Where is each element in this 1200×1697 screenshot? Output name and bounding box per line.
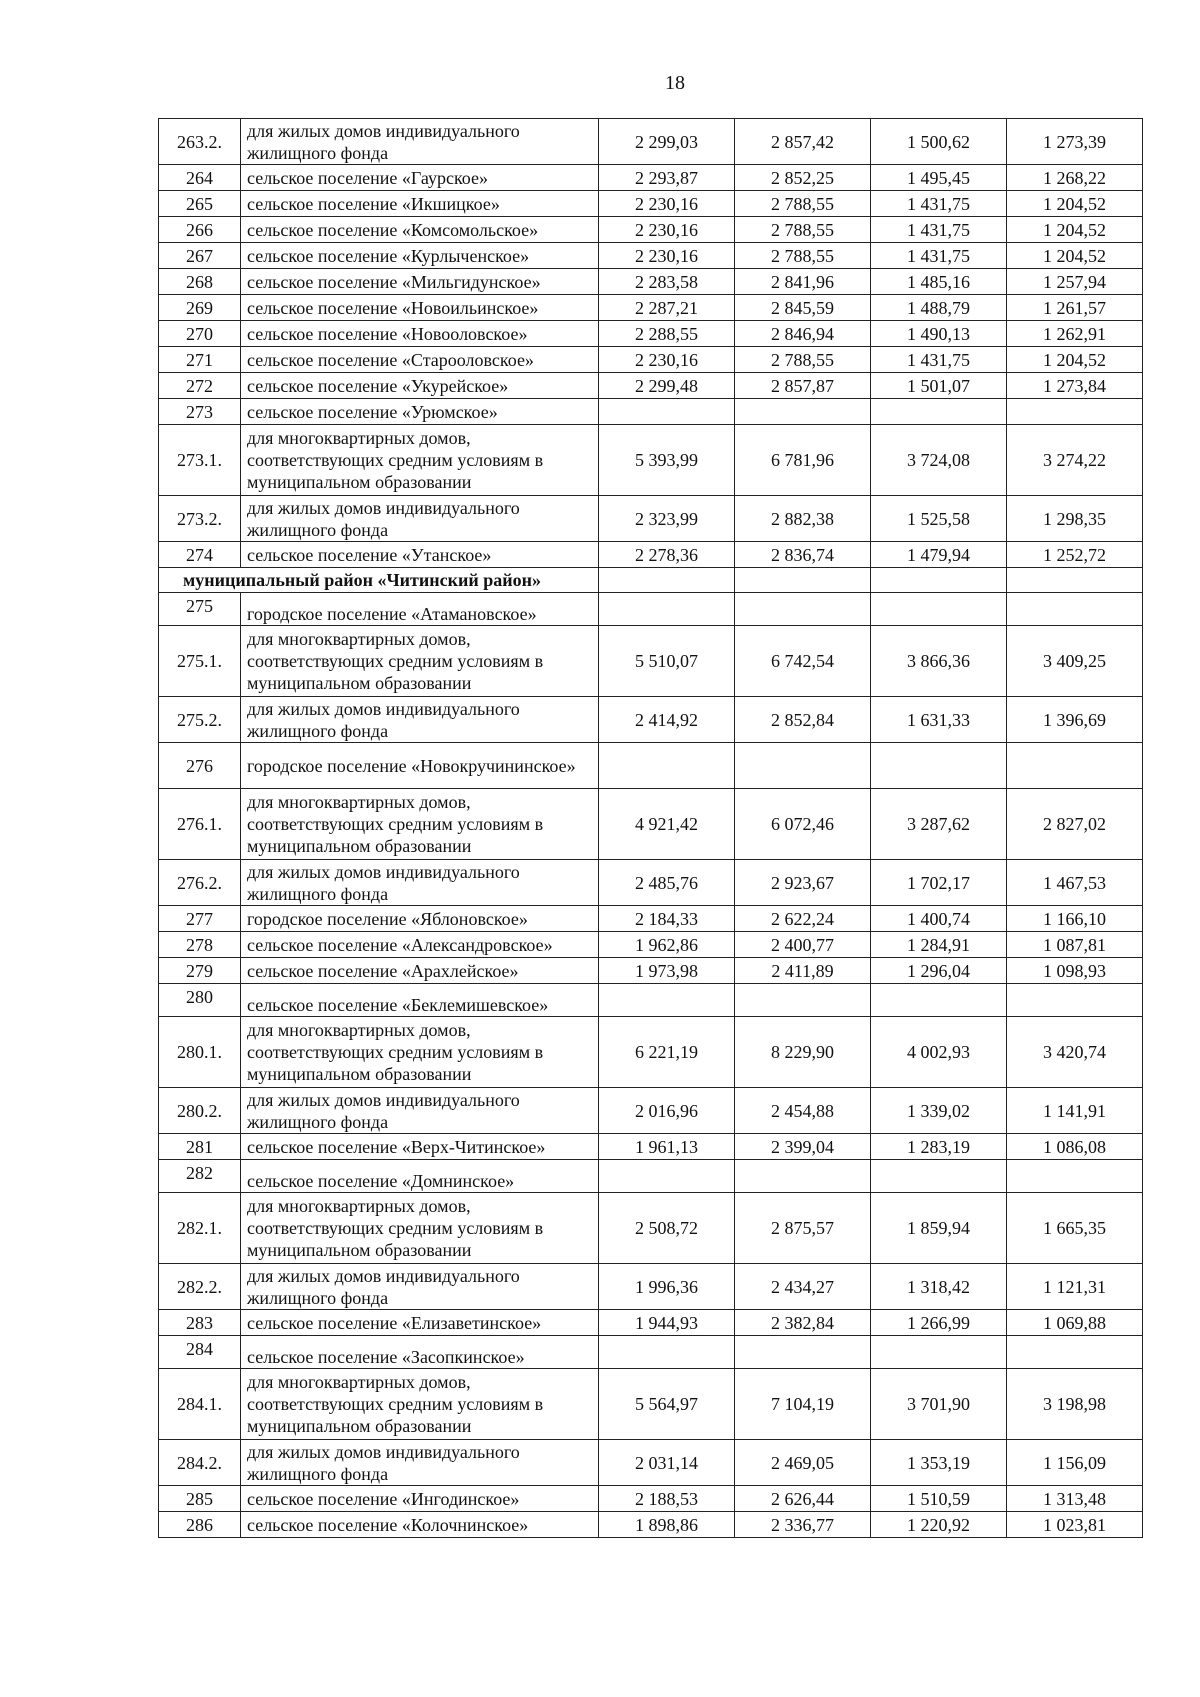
tariff-value-2: 2 788,55 [735,347,871,373]
settlement-name: сельское поселение «Комсомольское» [241,217,599,243]
tariff-value-3 [871,984,1007,1017]
row-number: 263.2. [159,119,241,165]
settlement-name: сельское поселение «Елизаветинское» [241,1310,599,1336]
table-row [159,697,1143,743]
tariff-value-4: 1 166,10 [1007,906,1143,932]
tariff-value-1: 2 288,55 [599,321,735,347]
tariff-value-1: 2 485,76 [599,860,735,906]
tariff-value-2: 8 229,90 [735,1017,871,1088]
tariff-value-3: 1 479,94 [871,542,1007,568]
tariff-value-4: 1 467,53 [1007,860,1143,906]
tariff-value-3: 1 400,74 [871,906,1007,932]
table-row [159,269,1143,295]
row-number: 269 [159,295,241,321]
tariff-value-4 [1007,399,1143,425]
tariff-value-2: 2 411,89 [735,958,871,984]
row-number: 285 [159,1486,241,1512]
table-row [159,165,1143,191]
tariff-value-3: 1 283,19 [871,1134,1007,1160]
settlement-name: сельское поселение «Укурейское» [241,373,599,399]
empty-cell [871,568,1007,593]
settlement-name: для многоквартирных домов, соответствующих средним условиям в муниципальном образовании [241,789,599,860]
tariff-value-1: 4 921,42 [599,789,735,860]
tariff-value-2: 2 626,44 [735,1486,871,1512]
settlement-name: сельское поселение «Новоильинское» [241,295,599,321]
table-row [159,191,1143,217]
settlement-name: для многоквартирных домов, соответствующих средним условиям в муниципальном образовании [241,1017,599,1088]
tariff-value-4: 1 252,72 [1007,542,1143,568]
tariff-value-4: 3 274,22 [1007,425,1143,496]
district-heading: муниципальный район «Читинский район» [159,568,599,593]
row-number: 276 [159,743,241,789]
tariff-value-2: 2 882,38 [735,496,871,542]
row-number: 274 [159,542,241,568]
tariff-value-4: 1 156,09 [1007,1440,1143,1486]
tariff-value-4: 1 204,52 [1007,347,1143,373]
tariff-value-2: 2 846,94 [735,321,871,347]
tariff-value-2 [735,984,871,1017]
tariff-value-2: 2 788,55 [735,217,871,243]
tariff-value-1: 2 278,36 [599,542,735,568]
tariff-value-3: 4 002,93 [871,1017,1007,1088]
row-number: 265 [159,191,241,217]
row-number: 284.2. [159,1440,241,1486]
table-row [159,243,1143,269]
tariff-value-2 [735,743,871,789]
tariff-value-2: 2 622,24 [735,906,871,932]
tariff-value-3: 1 525,58 [871,496,1007,542]
settlement-name: городское поселение «Новокручининское» [241,743,599,789]
row-number: 280 [159,984,241,1017]
settlement-name: сельское поселение «Утанское» [241,542,599,568]
tariff-value-1: 2 016,96 [599,1088,735,1134]
table-row [159,593,1143,626]
row-number: 284.1. [159,1369,241,1440]
tariff-value-1: 1 962,86 [599,932,735,958]
tariff-value-3 [871,593,1007,626]
tariff-value-1: 2 230,16 [599,217,735,243]
tariff-value-3: 1 510,59 [871,1486,1007,1512]
table-body-after [159,593,1143,1538]
settlement-name: сельское поселение «Мильгидунское» [241,269,599,295]
tariff-value-2: 2 852,84 [735,697,871,743]
settlement-name: сельское поселение «Гаурское» [241,165,599,191]
tariff-value-1: 1 898,86 [599,1512,735,1538]
tariff-value-3: 1 490,13 [871,321,1007,347]
row-number: 276.1. [159,789,241,860]
tariff-value-2: 2 841,96 [735,269,871,295]
tariff-value-2: 2 852,25 [735,165,871,191]
tariff-value-4: 1 273,39 [1007,119,1143,165]
settlement-name: сельское поселение «Беклемишевское» [241,984,599,1017]
tariff-value-3: 1 501,07 [871,373,1007,399]
table-row [159,1264,1143,1310]
tariff-value-2 [735,1336,871,1369]
tariff-value-1: 2 508,72 [599,1193,735,1264]
tariff-value-4: 1 121,31 [1007,1264,1143,1310]
tariff-value-4 [1007,593,1143,626]
table-row [159,1336,1143,1369]
tariff-value-2 [735,1160,871,1193]
settlement-name: сельское поселение «Колочнинское» [241,1512,599,1538]
tariff-value-1: 1 961,13 [599,1134,735,1160]
tariff-value-1: 6 221,19 [599,1017,735,1088]
table-row [159,119,1143,165]
row-number: 273.1. [159,425,241,496]
tariff-value-2: 2 788,55 [735,243,871,269]
table-row [159,399,1143,425]
row-number: 283 [159,1310,241,1336]
row-number: 281 [159,1134,241,1160]
tariff-value-4: 3 198,98 [1007,1369,1143,1440]
tariff-value-4: 3 420,74 [1007,1017,1143,1088]
tariff-value-3: 3 287,62 [871,789,1007,860]
table-row [159,1486,1143,1512]
tariff-value-3: 1 431,75 [871,243,1007,269]
settlement-name: для жилых домов индивидуального жилищного фонда [241,1440,599,1486]
table-row [159,789,1143,860]
empty-cell [735,568,871,593]
district-heading-row [159,568,1143,593]
tariff-value-4: 2 827,02 [1007,789,1143,860]
tariff-value-2: 2 923,67 [735,860,871,906]
settlement-name: для многоквартирных домов, соответствующих средним условиям в муниципальном образовании [241,626,599,697]
table-row [159,984,1143,1017]
tariff-value-4: 1 261,57 [1007,295,1143,321]
tariff-value-1: 2 287,21 [599,295,735,321]
tariff-value-1 [599,1160,735,1193]
tariff-value-4: 1 098,93 [1007,958,1143,984]
table-row [159,1088,1143,1134]
tariff-table [158,118,1143,1538]
tariff-value-1 [599,399,735,425]
row-number: 286 [159,1512,241,1538]
tariff-value-3: 1 702,17 [871,860,1007,906]
tariff-value-2: 2 875,57 [735,1193,871,1264]
tariff-value-1: 2 184,33 [599,906,735,932]
settlement-name: сельское поселение «Старооловское» [241,347,599,373]
table-row [159,1512,1143,1538]
row-number: 271 [159,347,241,373]
tariff-value-1: 2 414,92 [599,697,735,743]
row-number: 273.2. [159,496,241,542]
tariff-value-4: 1 257,94 [1007,269,1143,295]
settlement-name: для жилых домов индивидуального жилищного фонда [241,1264,599,1310]
district-section [159,568,1143,593]
tariff-value-4 [1007,1160,1143,1193]
settlement-name: сельское поселение «Икшицкое» [241,191,599,217]
tariff-value-4: 1 273,84 [1007,373,1143,399]
tariff-value-1: 5 564,97 [599,1369,735,1440]
table-row [159,1017,1143,1088]
row-number: 284 [159,1336,241,1369]
tariff-value-3: 3 866,36 [871,626,1007,697]
tariff-value-4: 1 204,52 [1007,217,1143,243]
tariff-value-4: 1 268,22 [1007,165,1143,191]
settlement-name: для жилых домов индивидуального жилищного фонда [241,496,599,542]
tariff-value-3 [871,743,1007,789]
empty-cell [1007,568,1143,593]
row-number: 275 [159,593,241,626]
tariff-value-1 [599,984,735,1017]
tariff-value-2: 2 454,88 [735,1088,871,1134]
settlement-name: для жилых домов индивидуального жилищного фонда [241,860,599,906]
table-row [159,425,1143,496]
row-number: 275.2. [159,697,241,743]
tariff-value-2: 6 742,54 [735,626,871,697]
table-row [159,542,1143,568]
table-body-before [159,119,1143,568]
tariff-value-1: 2 188,53 [599,1486,735,1512]
row-number: 268 [159,269,241,295]
tariff-value-1: 2 031,14 [599,1440,735,1486]
tariff-value-4: 1 665,35 [1007,1193,1143,1264]
tariff-value-2: 2 336,77 [735,1512,871,1538]
table-row [159,1134,1143,1160]
row-number: 280.2. [159,1088,241,1134]
row-number: 278 [159,932,241,958]
row-number: 276.2. [159,860,241,906]
tariff-value-1: 2 283,58 [599,269,735,295]
table-row [159,321,1143,347]
settlement-name: сельское поселение «Арахлейское» [241,958,599,984]
row-number: 277 [159,906,241,932]
tariff-value-3: 1 631,33 [871,697,1007,743]
settlement-name: для многоквартирных домов, соответствующих средним условиям в муниципальном образовании [241,425,599,496]
settlement-name: сельское поселение «Верх-Читинское» [241,1134,599,1160]
row-number: 267 [159,243,241,269]
tariff-value-3 [871,1336,1007,1369]
tariff-value-1 [599,593,735,626]
tariff-value-4: 1 298,35 [1007,496,1143,542]
tariff-value-1: 2 230,16 [599,191,735,217]
tariff-value-4 [1007,743,1143,789]
settlement-name: сельское поселение «Засопкинское» [241,1336,599,1369]
tariff-value-4: 1 023,81 [1007,1512,1143,1538]
tariff-value-2: 2 399,04 [735,1134,871,1160]
tariff-value-3: 1 266,99 [871,1310,1007,1336]
row-number: 264 [159,165,241,191]
row-number: 279 [159,958,241,984]
tariff-value-1: 5 510,07 [599,626,735,697]
tariff-value-1 [599,743,735,789]
tariff-value-1: 1 944,93 [599,1310,735,1336]
tariff-value-2: 2 857,87 [735,373,871,399]
tariff-value-1: 2 299,03 [599,119,735,165]
tariff-value-3: 1 296,04 [871,958,1007,984]
tariff-value-2: 2 434,27 [735,1264,871,1310]
tariff-value-1: 2 230,16 [599,243,735,269]
table-row [159,1310,1143,1336]
tariff-value-4: 1 087,81 [1007,932,1143,958]
settlement-name: для многоквартирных домов, соответствующих средним условиям в муниципальном образовании [241,1369,599,1440]
tariff-value-3: 1 485,16 [871,269,1007,295]
tariff-value-2: 2 469,05 [735,1440,871,1486]
tariff-value-2 [735,593,871,626]
settlement-name: для жилых домов индивидуального жилищного фонда [241,119,599,165]
table-row [159,373,1143,399]
row-number: 282 [159,1160,241,1193]
settlement-name: для жилых домов индивидуального жилищного фонда [241,1088,599,1134]
settlement-name: сельское поселение «Домнинское» [241,1160,599,1193]
tariff-value-4: 1 069,88 [1007,1310,1143,1336]
settlement-name: сельское поселение «Новооловское» [241,321,599,347]
table-row [159,1160,1143,1193]
tariff-value-4 [1007,1336,1143,1369]
row-number: 273 [159,399,241,425]
settlement-name: сельское поселение «Урюмское» [241,399,599,425]
tariff-value-2: 2 788,55 [735,191,871,217]
row-number: 275.1. [159,626,241,697]
tariff-value-4: 1 086,08 [1007,1134,1143,1160]
tariff-value-2: 7 104,19 [735,1369,871,1440]
row-number: 270 [159,321,241,347]
tariff-value-3: 1 220,92 [871,1512,1007,1538]
tariff-value-4 [1007,984,1143,1017]
row-number: 280.1. [159,1017,241,1088]
tariff-value-3: 1 859,94 [871,1193,1007,1264]
tariff-value-3: 3 724,08 [871,425,1007,496]
settlement-name: городское поселение «Яблоновское» [241,906,599,932]
tariff-value-4: 1 262,91 [1007,321,1143,347]
table-row [159,1440,1143,1486]
tariff-value-2: 2 857,42 [735,119,871,165]
tariff-value-1: 2 299,48 [599,373,735,399]
tariff-value-1: 1 996,36 [599,1264,735,1310]
table-row [159,496,1143,542]
table-row [159,743,1143,789]
tariff-value-2: 2 836,74 [735,542,871,568]
table-row [159,906,1143,932]
settlement-name: городское поселение «Атамановское» [241,593,599,626]
tariff-value-4: 1 396,69 [1007,697,1143,743]
tariff-value-3: 1 431,75 [871,217,1007,243]
settlement-name: для многоквартирных домов, соответствующих средним условиям в муниципальном образовании [241,1193,599,1264]
table-row [159,860,1143,906]
tariff-value-1: 2 293,87 [599,165,735,191]
tariff-value-3: 1 284,91 [871,932,1007,958]
table-row [159,1369,1143,1440]
table-row [159,932,1143,958]
tariff-value-4: 1 204,52 [1007,191,1143,217]
tariff-value-1: 2 323,99 [599,496,735,542]
tariff-value-2: 6 072,46 [735,789,871,860]
row-number: 266 [159,217,241,243]
tariff-value-2: 2 845,59 [735,295,871,321]
tariff-value-3: 1 318,42 [871,1264,1007,1310]
table-row [159,626,1143,697]
tariff-value-3: 1 488,79 [871,295,1007,321]
tariff-value-4: 3 409,25 [1007,626,1143,697]
tariff-value-2: 2 400,77 [735,932,871,958]
tariff-value-4: 1 313,48 [1007,1486,1143,1512]
table-row [159,958,1143,984]
tariff-value-3: 3 701,90 [871,1369,1007,1440]
tariff-value-2 [735,399,871,425]
tariff-value-4: 1 141,91 [1007,1088,1143,1134]
tariff-value-1: 2 230,16 [599,347,735,373]
row-number: 282.2. [159,1264,241,1310]
settlement-name: для жилых домов индивидуального жилищного фонда [241,697,599,743]
table-row [159,217,1143,243]
tariff-value-2: 6 781,96 [735,425,871,496]
tariff-value-2: 2 382,84 [735,1310,871,1336]
tariff-value-3: 1 431,75 [871,347,1007,373]
tariff-value-1: 1 973,98 [599,958,735,984]
settlement-name: сельское поселение «Александровское» [241,932,599,958]
tariff-value-3: 1 339,02 [871,1088,1007,1134]
tariff-value-1 [599,1336,735,1369]
tariff-value-3: 1 431,75 [871,191,1007,217]
table-row [159,1193,1143,1264]
settlement-name: сельское поселение «Ингодинское» [241,1486,599,1512]
row-number: 282.1. [159,1193,241,1264]
tariff-value-3 [871,399,1007,425]
table-row [159,347,1143,373]
empty-cell [599,568,735,593]
table-row [159,295,1143,321]
tariff-value-3 [871,1160,1007,1193]
tariff-value-3: 1 495,45 [871,165,1007,191]
settlement-name: сельское поселение «Курлыченское» [241,243,599,269]
tariff-value-1: 5 393,99 [599,425,735,496]
row-number: 272 [159,373,241,399]
tariff-value-4: 1 204,52 [1007,243,1143,269]
tariff-value-3: 1 500,62 [871,119,1007,165]
tariff-value-3: 1 353,19 [871,1440,1007,1486]
page-number: 18 [665,72,685,94]
